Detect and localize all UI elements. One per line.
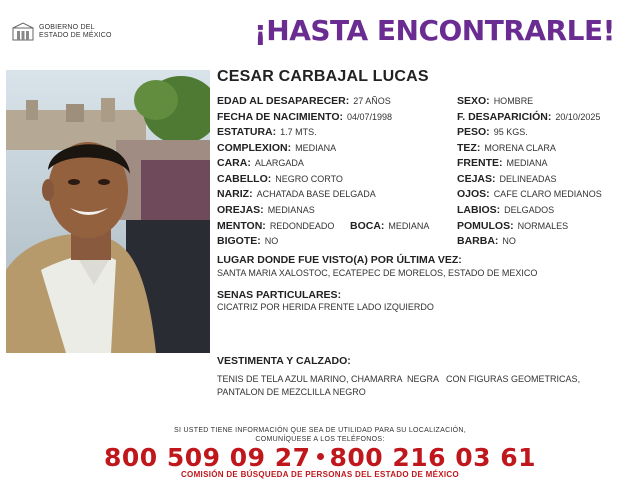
complexion-label: COMPLEXION: xyxy=(217,142,292,154)
location-label: LUGAR DONDE FUE VISTO(A) POR ÚLTIMA VEZ: xyxy=(217,254,462,266)
ojos-value: CAFE CLARO MEDIANOS xyxy=(493,189,602,199)
estatura-label: ESTATURA: xyxy=(217,126,277,138)
government-logo xyxy=(10,22,112,42)
logo-line-1: GOBIERNO DEL xyxy=(39,24,95,31)
field-labios xyxy=(457,204,554,216)
peso-value: 95 KGS. xyxy=(493,127,528,137)
person-photo xyxy=(6,70,210,353)
tez-label: TEZ: xyxy=(457,142,481,154)
barba-label: BARBA: xyxy=(457,235,499,247)
field-estatura xyxy=(217,126,317,138)
phone-number-1[interactable]: 800 509 09 27 xyxy=(103,443,311,472)
cara-value: ALARGADA xyxy=(254,158,304,168)
field-complexion xyxy=(217,142,336,154)
logo-text xyxy=(39,24,112,40)
phone-number-2[interactable]: 800 216 03 61 xyxy=(329,443,537,472)
field-nariz xyxy=(217,188,376,200)
footer-commission: COMISIÓN DE BÚSQUEDA DE PERSONAS DEL ESTADO DE MÉXICO xyxy=(180,470,459,479)
portrait-illustration xyxy=(6,70,210,353)
peso-label: PESO: xyxy=(457,126,490,138)
vestimenta-line-1: TENIS DE TELA AZUL MARINO, CHAMARRA NEGRA CON FIGURAS GEOMETRICAS, xyxy=(217,374,581,384)
sexo-value: HOMBRE xyxy=(493,96,534,106)
nariz-value: ACHATADA BASE DELGADA xyxy=(256,189,376,199)
cara-label: CARA: xyxy=(217,157,251,169)
contact-info-line-1: SI USTED TIENE INFORMACIÓN QUE SEA DE UTILIDAD PARA SU LOCALIZACIÓN, xyxy=(173,427,467,434)
field-barba xyxy=(457,235,516,247)
logo-line-2: ESTADO DE MÉXICO xyxy=(39,32,112,39)
barba-value: NO xyxy=(502,236,516,246)
cejas-value: DELINEADAS xyxy=(499,174,557,184)
edad-label: EDAD AL DESAPARECER: xyxy=(217,95,350,107)
field-pomulos xyxy=(457,220,568,232)
field-bigote xyxy=(217,235,278,247)
vestimenta-label: VESTIMENTA Y CALZADO: xyxy=(217,355,351,367)
field-ojos xyxy=(457,188,602,200)
separator-dot-icon xyxy=(317,453,324,460)
orejas-label: OREJAS: xyxy=(217,204,264,216)
field-cabello xyxy=(217,173,343,185)
field-boca xyxy=(350,220,429,232)
field-tez xyxy=(457,142,556,154)
phone-numbers xyxy=(0,443,640,472)
cabello-label: CABELLO: xyxy=(217,173,272,185)
boca-value: MEDIANA xyxy=(388,221,430,231)
nariz-label: NARIZ: xyxy=(217,188,253,200)
person-name: CESAR CARBAJAL LUCAS xyxy=(217,68,429,85)
labios-label: LABIOS: xyxy=(457,204,501,216)
orejas-value: MEDIANAS xyxy=(267,205,315,215)
frente-label: FRENTE: xyxy=(457,157,503,169)
field-frente xyxy=(457,157,548,169)
frente-value: MEDIANA xyxy=(506,158,548,168)
page-headline: ¡HASTA ENCONTRARLE! xyxy=(254,14,615,47)
field-peso xyxy=(457,126,528,138)
tez-value: MORENA CLARA xyxy=(484,143,556,153)
cabello-value: NEGRO CORTO xyxy=(275,174,343,184)
cejas-label: CEJAS: xyxy=(457,173,496,185)
field-edad xyxy=(217,95,391,107)
desaparicion-value: 20/10/2025 xyxy=(555,112,601,122)
menton-value: REDONDEADO xyxy=(269,221,335,231)
nacimiento-label: FECHA DE NACIMIENTO: xyxy=(217,111,343,123)
senas-label: SENAS PARTICULARES: xyxy=(217,289,342,301)
vestimenta-line-2: PANTALON DE MEZCLILLA NEGRO xyxy=(217,387,366,397)
ojos-label: OJOS: xyxy=(457,188,490,200)
bigote-label: BIGOTE: xyxy=(217,235,261,247)
field-orejas xyxy=(217,204,315,216)
contact-info-line-2: COMUNÍQUESE A LOS TELÉFONOS: xyxy=(255,436,385,443)
menton-label: MENTON: xyxy=(217,220,266,232)
estatura-value: 1.7 MTS. xyxy=(280,127,317,137)
sexo-label: SEXO: xyxy=(457,95,490,107)
desaparicion-label: F. DESAPARICIÓN: xyxy=(457,111,552,123)
state-emblem-icon xyxy=(10,22,36,42)
labios-value: DELGADOS xyxy=(504,205,555,215)
bigote-value: NO xyxy=(264,236,279,246)
field-nacimiento xyxy=(217,111,392,123)
field-desaparicion xyxy=(457,111,600,123)
field-cejas xyxy=(457,173,557,185)
location-value: SANTA MARIA XALOSTOC, ECATEPEC DE MORELOS, ESTADO DE MEXICO xyxy=(217,268,538,278)
field-cara xyxy=(217,157,304,169)
edad-value: 27 AÑOS xyxy=(353,96,391,106)
senas-value: CICATRIZ POR HERIDA FRENTE LADO IZQUIERDO xyxy=(217,302,434,312)
field-sexo xyxy=(457,95,533,107)
pomulos-value: NORMALES xyxy=(517,221,569,231)
complexion-value: MEDIANA xyxy=(295,143,337,153)
pomulos-label: POMULOS: xyxy=(457,220,514,232)
field-menton xyxy=(217,220,334,232)
nacimiento-value: 04/07/1998 xyxy=(347,112,393,122)
boca-label: BOCA: xyxy=(350,220,385,232)
